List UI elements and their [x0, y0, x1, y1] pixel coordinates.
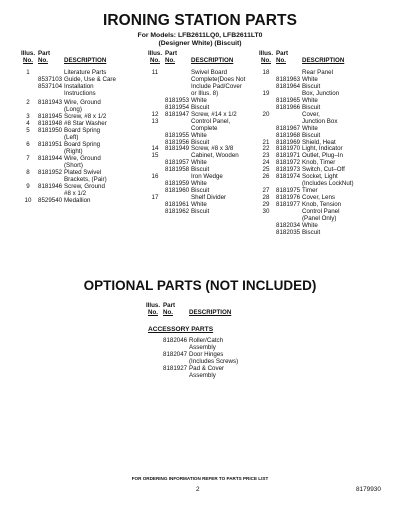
part-number: 8181958 — [165, 166, 190, 174]
parts-row — [18, 128, 140, 135]
part-description: Timer — [302, 187, 318, 195]
part-description: Shelf Divider — [191, 194, 227, 202]
part-description: Include Pad/Cover — [191, 82, 242, 90]
illus-number: 10 — [24, 196, 32, 204]
part-number: 8181957 — [165, 159, 190, 167]
part-description: Swivel Board — [191, 69, 228, 76]
part-description: White — [191, 131, 207, 139]
part-description: Biscuit — [302, 103, 321, 111]
part-description: Literature Parts — [64, 69, 107, 76]
page-number: 2 — [196, 486, 200, 493]
part-number: 8181949 — [165, 145, 190, 153]
part-description: Socket, Light — [302, 173, 338, 181]
optional-parts-title: OPTIONAL PARTS (NOT INCLUDED) — [83, 278, 317, 293]
illus-number — [143, 359, 163, 366]
part-description: White — [302, 221, 318, 229]
illus-number: 28 — [262, 194, 270, 202]
part-number — [163, 373, 189, 380]
part-description: #8 x 1/2 — [64, 189, 87, 197]
illus-number — [18, 84, 38, 91]
illus-number: 6 — [26, 141, 30, 149]
header-part-no: No. — [165, 57, 175, 65]
part-description: White — [302, 96, 318, 104]
illus-number: 18 — [262, 69, 270, 76]
part-number: 8181970 — [276, 145, 301, 153]
illus-number — [143, 338, 163, 345]
illus-number: 20 — [262, 110, 270, 118]
part-description: Door Hinges — [189, 350, 224, 358]
illus-number — [145, 133, 165, 140]
part-number: 8182046 — [163, 337, 188, 344]
part-description: Screw, #8 x 3/8 — [191, 145, 234, 153]
header-part-no: No. — [38, 57, 48, 65]
illus-number: 7 — [26, 155, 30, 163]
illus-number: 15 — [151, 152, 159, 160]
header-part-no: No. — [163, 309, 173, 317]
illus-number: 24 — [262, 159, 270, 167]
part-number: 8181964 — [276, 82, 301, 90]
illus-number: 30 — [262, 208, 270, 216]
illus-number — [256, 119, 276, 126]
part-number: 8181952 — [38, 168, 63, 176]
header-illus: Illus. — [258, 50, 274, 57]
part-description: Complete(Does Not — [191, 75, 246, 83]
part-description: Assembly — [189, 371, 216, 379]
part-number — [38, 91, 64, 98]
header-part-no: No. — [276, 57, 286, 65]
part-description: (Long) — [64, 106, 82, 114]
header-description: DESCRIPTION — [64, 57, 107, 65]
illus-number — [145, 209, 165, 216]
parts-row — [256, 230, 380, 237]
part-description: Complete — [191, 124, 218, 132]
part-number: 8181956 — [165, 138, 190, 146]
part-description: Instructions — [64, 89, 96, 97]
illus-number: 17 — [151, 194, 159, 202]
illus-number — [143, 366, 163, 373]
part-number: 8181953 — [165, 96, 190, 104]
header-part: Part — [276, 50, 289, 57]
part-number — [165, 70, 191, 77]
ordering-note: FOR ORDERING INFORMATION REFER TO PARTS PRICE LIST — [131, 476, 269, 481]
part-description: (Right) — [64, 148, 83, 156]
header-illus-no: No. — [150, 57, 160, 65]
part-number: 8181947 — [165, 110, 190, 118]
header-part: Part — [38, 50, 51, 57]
optional-column-header — [143, 302, 283, 317]
illus-number: 23 — [262, 152, 270, 160]
parts-row — [145, 209, 255, 216]
part-number: 8529540 — [38, 196, 63, 204]
part-description: #8 Star Washer — [64, 120, 107, 128]
part-description: Knob, Timer — [302, 159, 336, 167]
part-description: White — [302, 124, 318, 132]
header-description: DESCRIPTION — [189, 309, 232, 317]
illus-number — [145, 202, 165, 209]
parts-row — [256, 119, 380, 126]
header-illus-no: No. — [261, 57, 271, 65]
header-part: Part — [165, 50, 178, 57]
illus-number — [143, 352, 163, 359]
part-description: White — [191, 159, 207, 167]
illus-number — [256, 230, 276, 237]
part-description: Plated Swivel — [64, 168, 102, 176]
illus-number — [256, 126, 276, 133]
part-description: (Short) — [64, 161, 83, 169]
part-number: 8181977 — [276, 201, 301, 209]
illus-number: 12 — [151, 110, 159, 118]
part-description: Screw, Ground — [64, 182, 105, 190]
illus-number — [145, 98, 165, 105]
part-number: 8181950 — [38, 127, 63, 135]
part-number: 8181927 — [163, 364, 188, 372]
illus-number — [145, 160, 165, 167]
part-number: 8181946 — [38, 182, 63, 190]
header-illus-no: No. — [23, 57, 33, 65]
part-number: 8181945 — [38, 113, 63, 121]
part-number: 8181955 — [165, 131, 190, 139]
header-illus: Illus. — [145, 302, 161, 309]
parts-row — [256, 70, 380, 77]
parts-row — [143, 373, 283, 380]
part-number: 8182047 — [163, 350, 188, 358]
part-description: Cover, — [302, 110, 320, 118]
part-description: Biscuit — [191, 208, 210, 216]
part-number: 8181969 — [276, 138, 301, 146]
parts-row — [256, 216, 380, 223]
illus-number — [18, 77, 38, 84]
part-description: Biscuit — [191, 187, 210, 195]
part-description: (Includes Screws) — [189, 357, 239, 365]
part-number: 8181966 — [276, 103, 301, 111]
part-number: 8181944 — [38, 155, 63, 163]
illus-number — [143, 373, 163, 380]
illus-number: 13 — [151, 117, 159, 125]
part-description: (Panel Only) — [302, 215, 337, 223]
part-number: 8182034 — [276, 221, 301, 229]
part-description: Cabinet, Wooden — [191, 152, 239, 160]
illus-number: 8 — [26, 168, 30, 176]
column-header-2 — [145, 50, 255, 65]
part-description: Rear Panel — [302, 69, 333, 76]
header-illus: Illus. — [147, 50, 163, 57]
part-description: Board Spring — [64, 127, 101, 135]
header-illus: Illus. — [20, 50, 36, 57]
parts-row — [18, 91, 140, 98]
part-description: Knob, Tension — [302, 201, 342, 209]
part-description: White — [191, 201, 207, 209]
part-description: White — [302, 75, 318, 83]
part-description: White — [191, 180, 207, 188]
illus-number: 25 — [262, 166, 270, 174]
part-number: 8181951 — [38, 141, 63, 149]
part-description: Biscuit — [191, 166, 210, 174]
part-description: Junction Box — [302, 117, 338, 125]
parts-row — [256, 181, 380, 188]
illus-number: 5 — [26, 127, 30, 135]
part-description: Outlet, Plug–In — [302, 152, 343, 160]
illus-number: 2 — [26, 99, 30, 107]
illus-number: 29 — [262, 201, 270, 209]
part-description: Biscuit — [302, 228, 321, 236]
illus-number: 27 — [262, 187, 270, 195]
part-number: 8537103 — [38, 75, 63, 83]
part-description: Iron Wedge — [191, 173, 223, 181]
part-description: Control Panel, — [191, 117, 231, 125]
part-description: (Includes LockNut) — [302, 180, 354, 188]
part-number: 8181954 — [165, 103, 190, 111]
illus-number: 21 — [262, 138, 270, 146]
part-description: Screw, #14 x 1/2 — [191, 110, 237, 118]
illus-number — [18, 91, 38, 98]
part-number: 8182035 — [276, 228, 301, 236]
part-number: 8181972 — [276, 159, 301, 167]
part-description: Wire, Ground — [64, 155, 101, 163]
part-description: Control Panel — [302, 208, 340, 216]
part-number — [165, 77, 191, 84]
parts-column-1 — [18, 70, 140, 205]
illus-number — [256, 77, 276, 84]
part-number: 8181960 — [165, 187, 190, 195]
illus-number — [145, 77, 165, 84]
part-description: Pad & Cover — [189, 364, 225, 372]
variant-line: (Designer White) (Biscuit) — [158, 40, 242, 47]
part-number: 8181965 — [276, 96, 301, 104]
illus-number: 4 — [26, 120, 30, 128]
part-description: Board Spring — [64, 141, 101, 149]
part-description: Box, Junction — [302, 89, 340, 97]
part-description: Roller/Catch — [189, 337, 224, 344]
header-part: Part — [163, 302, 176, 309]
part-description: Biscuit — [191, 138, 210, 146]
parts-column-2 — [145, 70, 255, 216]
illus-number: 19 — [262, 89, 270, 97]
part-description: Cover, Lens — [302, 194, 336, 202]
illus-number — [256, 98, 276, 105]
part-number: 8181963 — [276, 75, 301, 83]
column-header-3 — [256, 50, 376, 65]
part-description: Guide, Use & Care — [64, 75, 116, 83]
part-number: 8181976 — [276, 194, 301, 202]
header-description: DESCRIPTION — [302, 57, 345, 65]
header-illus-no: No. — [148, 309, 158, 317]
part-description: Biscuit — [302, 131, 321, 139]
accessory-parts-title: ACCESSORY PARTS — [148, 326, 214, 333]
part-number: 8181948 — [38, 120, 63, 128]
part-description: (Left) — [64, 134, 79, 142]
part-description: Switch, Cut–Off — [302, 166, 345, 174]
illus-number — [145, 84, 165, 91]
part-description: Medallion — [64, 196, 91, 204]
part-number: 8181961 — [165, 201, 190, 209]
part-number: 8181975 — [276, 187, 301, 195]
accessory-parts-list — [143, 338, 283, 380]
page-title: IRONING STATION PARTS — [102, 12, 298, 29]
part-number: 8181962 — [165, 208, 190, 216]
illus-number: 3 — [26, 113, 30, 121]
part-number: 8181943 — [38, 99, 63, 107]
part-number: 8537104 — [38, 82, 63, 90]
part-description: Biscuit — [191, 103, 210, 111]
illus-number: 1 — [26, 69, 30, 76]
part-description: Light, Indicator — [302, 145, 343, 153]
part-number — [276, 112, 302, 119]
part-description: Shield, Heat — [302, 138, 336, 146]
document-number: 8179930 — [356, 486, 381, 493]
part-description: Wire, Ground — [64, 99, 101, 107]
part-number: 8181973 — [276, 166, 301, 174]
column-header-1 — [18, 50, 128, 65]
part-description: Biscuit — [302, 82, 321, 90]
part-number — [276, 209, 302, 216]
illus-number: 11 — [151, 69, 159, 76]
part-number: 8181971 — [276, 152, 301, 160]
part-number: 8181968 — [276, 131, 301, 139]
illus-number: 26 — [262, 173, 270, 181]
illus-number — [145, 91, 165, 98]
part-number: 8181967 — [276, 124, 301, 132]
part-description: White — [191, 96, 207, 104]
part-description: Assembly — [189, 343, 216, 351]
illus-number: 16 — [151, 173, 159, 181]
part-number — [165, 84, 191, 91]
illus-number: 22 — [262, 145, 270, 153]
parts-row — [256, 91, 380, 98]
illus-number — [256, 216, 276, 223]
part-description: Screw, #8 x 1/2 — [64, 113, 107, 121]
illus-number — [145, 181, 165, 188]
illus-number: 14 — [151, 145, 159, 153]
part-number — [165, 119, 191, 126]
part-description: or Illus. 8) — [191, 89, 219, 97]
illus-number: 9 — [26, 182, 30, 190]
models-line: For Models: LFB2611LQ0, LFB2611LT0 — [137, 32, 263, 39]
parts-row — [18, 198, 140, 205]
parts-column-3 — [256, 70, 380, 237]
header-description: DESCRIPTION — [191, 57, 234, 65]
part-description: Brackets, (Pair) — [64, 175, 107, 183]
illus-number — [256, 223, 276, 230]
illus-number — [145, 126, 165, 133]
illus-number — [143, 345, 163, 352]
part-number: 8181959 — [165, 180, 190, 188]
part-number: 8181974 — [276, 173, 301, 181]
part-description: Installation — [64, 82, 94, 90]
